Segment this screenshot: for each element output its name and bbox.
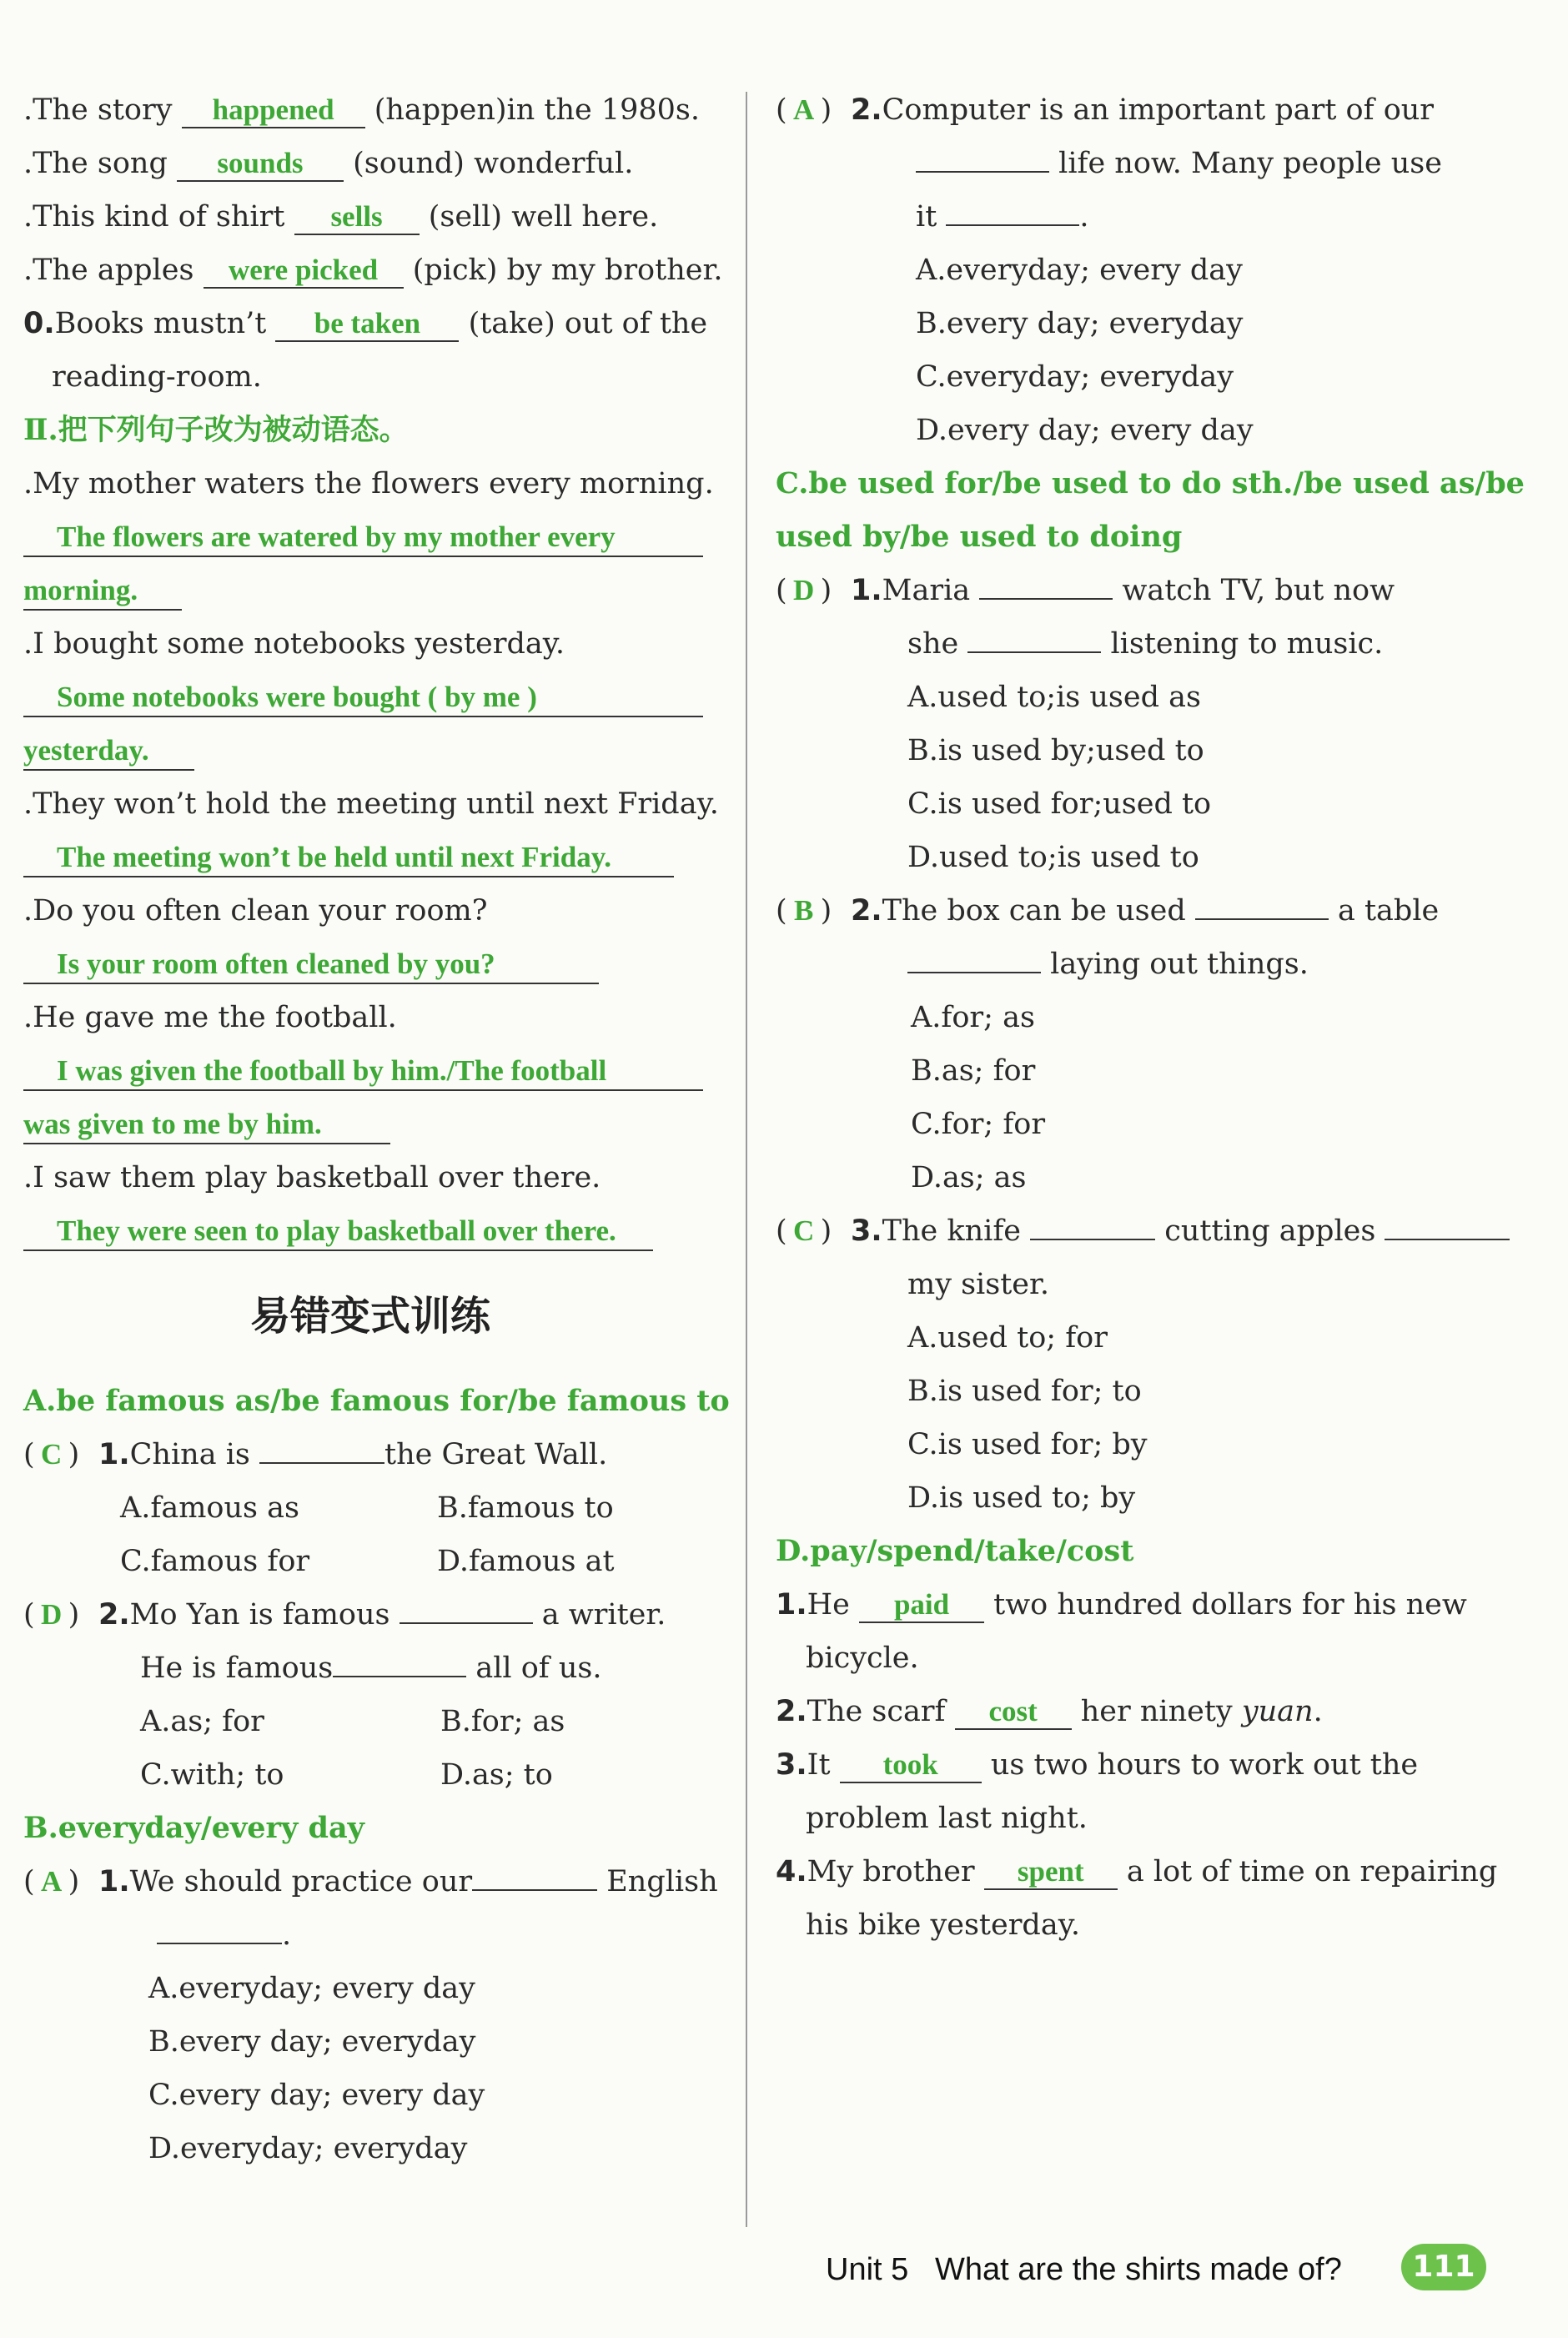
mc-question: ( D ) 2.Mo Yan is famous a writer. [23,1588,717,1642]
answer: happened [212,93,334,126]
mc-option: C.is used for;used to [907,787,1212,821]
group-heading: C.be used for/be used to do sth./be used as/be [776,466,1525,500]
answer: D [41,1598,63,1631]
mc-option: A.for; as [911,1001,1035,1034]
fill-item: 1.He paid two hundred dollars for his new [776,1588,1467,1622]
passive-answer-cont: morning. [23,564,717,617]
fill-item-cont: reading-room. [52,360,262,394]
fill-item: 0.Books mustn’t be taken (take) out of the [23,307,708,340]
mc-option: D.every day; every day [916,414,1254,447]
mc-question-cont: . [23,1908,717,1962]
fill-item-cont: his bike yesterday. [806,1908,1080,1942]
passive-question: .They won’t hold the meeting until next Friday. [23,787,719,821]
passive-answer-cont: yesterday. [23,724,717,777]
passive-question: .I bought some notebooks yesterday. [23,627,565,661]
mc-question-cont: my sister. [907,1268,1049,1301]
passive-question: .He gave me the football. [23,1001,397,1034]
mc-option: B.every day; everyday [916,307,1244,340]
answer: be taken [314,307,421,339]
mc-option: B.is used by;used to [907,734,1204,767]
fill-item-cont: bicycle. [806,1642,919,1675]
page-number: 111 [1401,2244,1486,2290]
fill-item: .The story happened (happen)in the 1980s. [23,93,700,127]
answer: spent [1017,1855,1084,1888]
mc-option: A.used to; for [907,1321,1108,1355]
answer: sells [330,200,383,233]
answer: paid [893,1588,950,1621]
group-heading-cont: used by/be used to doing [776,520,1183,554]
fill-item: 4.My brother spent a lot of time on repairing [776,1855,1498,1888]
answer: sounds [217,147,304,179]
mc-option: B.every day; everyday [148,2025,476,2059]
answer: C [41,1438,63,1471]
column-divider [746,92,747,2227]
mc-option: D.used to;is used to [907,841,1199,874]
mc-option: A.everyday; every day [916,254,1243,287]
mc-question-cont: it . [916,200,1089,234]
mc-question-cont: life now. Many people use [776,137,1493,190]
mc-question-cont: she listening to music. [907,627,1384,661]
fill-item: .The apples were picked (pick) by my brother. [23,254,723,287]
mc-question: ( A ) 2.Computer is an important part of our [776,83,1493,137]
unit-title: What are the shirts made of? [934,2252,1342,2287]
mc-question: ( B ) 2.The box can be used a table [776,884,1493,938]
answer: cost [988,1695,1038,1727]
mc-options: A.as; for B.for; as [140,1705,565,1738]
fill-item: .This kind of shirt sells (sell) well here. [23,200,659,234]
passive-answer: I was given the football by him./The football [23,1044,717,1098]
mc-options: C.famous for D.famous at [120,1545,615,1578]
left-column [23,83,730,2175]
mc-option: C.is used for; by [907,1428,1148,1461]
passive-answer: The flowers are watered by my mother every [23,510,717,564]
fill-item: 3.It took us two hours to work out the [776,1748,1419,1782]
fill-item-cont: problem last night. [806,1802,1088,1835]
passive-answer: Is your room often cleaned by you? [23,938,717,991]
fill-item: 2.The scarf cost her ninety yuan. [776,1695,1323,1728]
passive-answer: The meeting won’t be held until next Friday. [23,831,717,884]
mc-option: D.as; as [911,1161,1027,1194]
answer: B [793,894,814,927]
mc-question-cont: laying out things. [776,938,1493,991]
mc-option: C.every day; every day [148,2079,485,2112]
mc-question: ( D ) 1.Maria watch TV, but now [776,564,1493,617]
answer: took [882,1748,938,1781]
passive-question: .I saw them play basketball over there. [23,1161,601,1194]
passive-answer-cont: was given to me by him. [23,1098,717,1151]
mc-option: C.everyday; everyday [916,360,1234,394]
mc-option: D.everyday; everyday [148,2132,468,2165]
mc-option: C.for; for [911,1108,1046,1141]
mc-options: C.with; to D.as; to [140,1758,553,1792]
section-heading: Ⅱ.把下列句子改为被动语态。 [23,413,409,447]
fill-item: .The song sounds (sound) wonderful. [23,147,634,180]
section-title: 易错变式训练 [249,1293,490,1340]
page-footer [826,2252,1342,2288]
mc-option: B.is used for; to [907,1375,1142,1408]
group-heading: B.everyday/every day [23,1811,365,1845]
right-column [776,83,1525,1952]
passive-answer: Some notebooks were bought ( by me ) [23,671,717,724]
mc-option: D.is used to; by [907,1481,1136,1515]
passive-question: .Do you often clean your room? [23,894,488,928]
mc-question-cont: He is famous all of us. [140,1652,602,1685]
mc-option: A.used to;is used as [907,681,1201,714]
group-heading: A.be famous as/be famous for/be famous to [23,1384,730,1418]
answer: D [793,574,815,606]
answer: A [793,93,815,126]
mc-option: A.everyday; every day [148,1972,475,2005]
mc-option: B.as; for [911,1054,1036,1088]
answer: A [41,1865,63,1898]
mc-question: ( C ) 1.China is the Great Wall. [23,1428,717,1481]
answer: were picked [228,254,379,286]
mc-options: A.famous as B.famous to [120,1491,614,1525]
mc-question: ( A ) 1.We should practice our English [23,1855,717,1908]
group-heading: D.pay/spend/take/cost [776,1534,1134,1568]
mc-question: ( C ) 3.The knife cutting apples [776,1204,1493,1258]
answer: C [793,1214,815,1247]
passive-answer: They were seen to play basketball over there. [23,1204,717,1258]
passive-question: .My mother waters the flowers every morning. [23,467,714,500]
unit-label: Unit 5 [826,2252,909,2287]
